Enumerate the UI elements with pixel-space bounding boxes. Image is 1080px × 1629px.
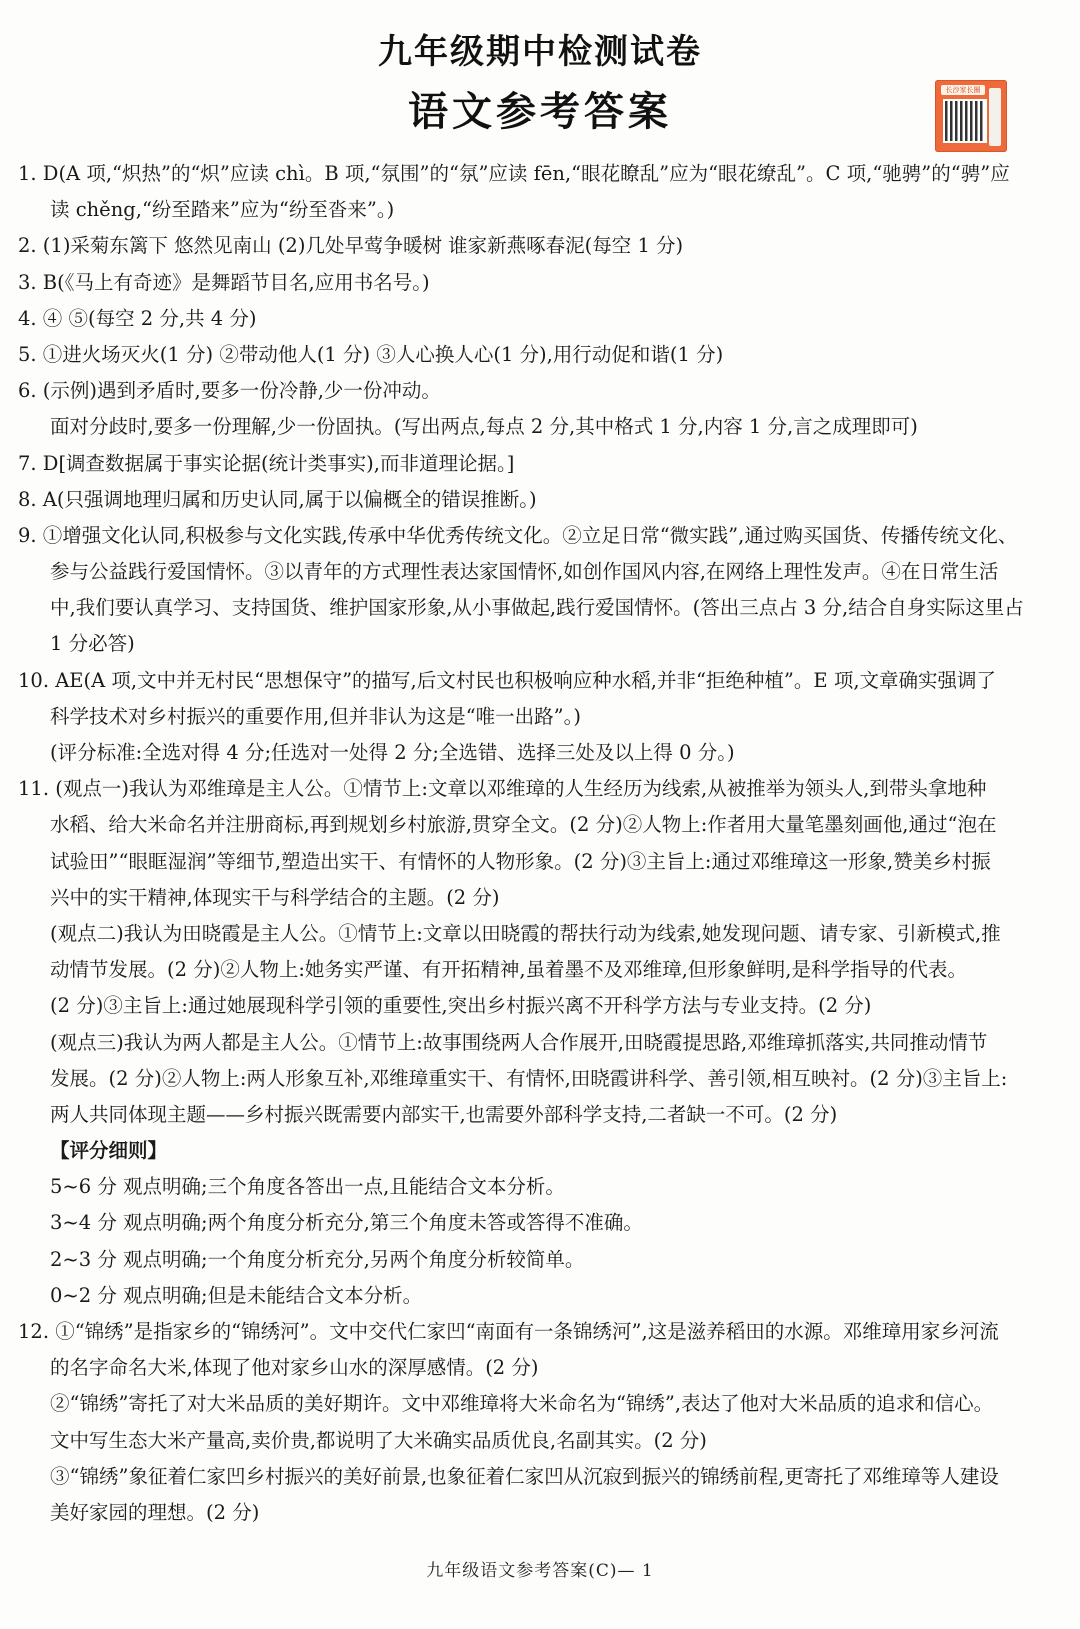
answer-line: 1. D(A 项,“炽热”的“炽”应读 chì。B 项,“氛围”的“氛”应读 fēn,“眼花瞭乱”应为“眼花缭乱”。C 项,“驰骋”的“骋”应 <box>18 162 1010 185</box>
exam-title: 九年级期中检测试卷 <box>378 32 702 72</box>
answer-line: 试验田”“眼眶湿润”等细节,塑造出实干、有情怀的人物形象。(2 分)③主旨上:通过邓维璋这一形象,赞美乡村振 <box>50 849 991 873</box>
qr-code-icon <box>943 99 987 143</box>
answer-line: 9. ①增强文化认同,积极参与文化实践,传承中华优秀传统文化。②立足日常“微实践”,通过购买国货、传播传统文化、 <box>18 523 1018 547</box>
answer-line: 5. ①进火场灭火(1 分) ②带动他人(1 分) ③人心换人心(1 分),用行动促和谐(1 分) <box>18 342 724 366</box>
answer-line: 12. ①“锦绣”是指家乡的“锦绣河”。文中交代仁家凹“南面有一条锦绣河”,这是滋养稻田的水源。邓维璋用家乡河流 <box>18 1320 999 1343</box>
answer-line: 1 分必答) <box>50 632 135 656</box>
answer-line: (观点三)我认为两人都是主人公。①情节上:故事围绕两人合作展开,田晓霞提思路,邓维璋抓落实,共同推动情节 <box>50 1030 988 1054</box>
answer-line: 8. A(只强调地理归属和历史认同,属于以偏概全的错误推断。) <box>18 487 537 511</box>
answer-line: 11. (观点一)我认为邓维璋是主人公。①情节上:文章以邓维璋的人生经历为线索,从被推举为领头人,到带头拿地种 <box>18 777 987 801</box>
answer-line: 参与公益践行爱国情怀。③以青年的方式理性表达家国情怀,如创作国风内容,在网络上理性发声。④在日常生活 <box>50 560 999 584</box>
answer-line: 兴中的实干精神,体现实干与科学结合的主题。(2 分) <box>50 885 500 909</box>
answer-line: 动情节发展。(2 分)②人物上:她务实严谨、有开拓精神,虽着墨不及邓维璋,但形象鲜明,是科学指导的代表。 <box>50 958 967 982</box>
answer-list <box>18 156 1064 1531</box>
answer-line: 科学技术对乡村振兴的重要作用,但并非认为这是“唯一出路”。) <box>50 704 581 728</box>
answer-line: 发展。(2 分)②人物上:两人形象互补,邓维璋重实干、有情怀,田晓霞讲科学、善引领,相互映衬。(2 分)③主旨上: <box>50 1066 1008 1090</box>
answer-line: 两人共同体现主题——乡村振兴既需要内部实干,也需要外部科学支持,二者缺一不可。(2 分) <box>50 1102 838 1126</box>
answer-line: 水稻、给大米命名并注册商标,再到规划乡村旅游,贯穿全文。(2 分)②人物上:作者用大量笔墨刻画他,通过“泡在 <box>50 813 997 837</box>
answer-line: 的名字命名大米,体现了他对家乡山水的深厚感情。(2 分) <box>50 1356 539 1380</box>
answer-line: 6. (示例)遇到矛盾时,要多一份冷静,少一份冲动。 <box>18 379 441 403</box>
badge-side-strip <box>989 88 1001 146</box>
answer-line: 中,我们要认真学习、支持国货、维护国家形象,从小事做起,践行爱国情怀。(答出三点占 3 分,结合自身实际这里占 <box>50 596 1024 620</box>
answer-line: ②“锦绣”寄托了对大米品质的美好期许。文中邓维璋将大米命名为“锦绣”,表达了他对大米品质的追求和信心。 <box>50 1392 994 1416</box>
answer-line: 3. B(《马上有奇迹》是舞蹈节目名,应用书名号。) <box>18 270 430 294</box>
page-footer: 九年级语文参考答案(C)— 1 <box>426 1561 654 1581</box>
answer-line: 面对分歧时,要多一份理解,少一份固执。(写出两点,每点 2 分,其中格式 1 分,内容 1 分,言之成理即可) <box>50 415 918 439</box>
answer-line: 美好家园的理想。(2 分) <box>50 1500 260 1524</box>
answer-line: 7. D[调查数据属于事实论据(统计类事实),而非道理论据。] <box>18 451 515 475</box>
answer-line: 5~6 分 观点明确;三个角度各答出一点,且能结合文本分析。 <box>50 1175 565 1199</box>
answer-line: (观点二)我认为田晓霞是主人公。①情节上:文章以田晓霞的帮扶行动为线索,她发现问题、请专家、引新模式,推 <box>50 921 1001 945</box>
badge-label: 长沙家长圈 <box>941 85 985 95</box>
answer-line: (2 分)③主旨上:通过她展现科学引领的重要性,突出乡村振兴离不开科学方法与专业支持。(2 分) <box>50 994 872 1018</box>
answer-line: ③“锦绣”象征着仁家凹乡村振兴的美好前景,也象征着仁家凹从沉寂到振兴的锦绣前程,更寄托了邓维璋等人建设 <box>50 1464 999 1488</box>
answer-line: 文中写生态大米产量高,卖价贵,都说明了大米确实品质优良,名副其实。(2 分) <box>50 1428 707 1452</box>
qr-code-badge <box>935 80 1007 152</box>
answer-line: 2. (1)采菊东篱下 悠然见南山 (2)几处早莺争暖树 谁家新燕啄春泥(每空 1 分) <box>18 234 684 258</box>
answer-key-title: 语文参考答案 <box>408 89 672 135</box>
answer-line: 【评分细则】 <box>50 1139 168 1163</box>
answer-line: 3~4 分 观点明确;两个角度分析充分,第三个角度未答或答得不准确。 <box>50 1211 643 1235</box>
answer-line: 2~3 分 观点明确;一个角度分析充分,另两个角度分析较简单。 <box>50 1247 585 1271</box>
answer-line: 0~2 分 观点明确;但是未能结合文本分析。 <box>50 1283 423 1307</box>
answer-line: (评分标准:全选对得 4 分;任选对一处得 2 分;全选错、选择三处及以上得 0 分。) <box>50 741 735 764</box>
answer-line: 10. AE(A 项,文中并无村民“思想保守”的描写,后文村民也积极响应种水稻,并非“拒绝种植”。E 项,文章确实强调了 <box>18 668 997 692</box>
answer-line: 4. ④ ⑤(每空 2 分,共 4 分) <box>18 306 257 330</box>
answer-line: 读 chěng,“纷至踏来”应为“纷至沓来”。) <box>50 198 395 222</box>
